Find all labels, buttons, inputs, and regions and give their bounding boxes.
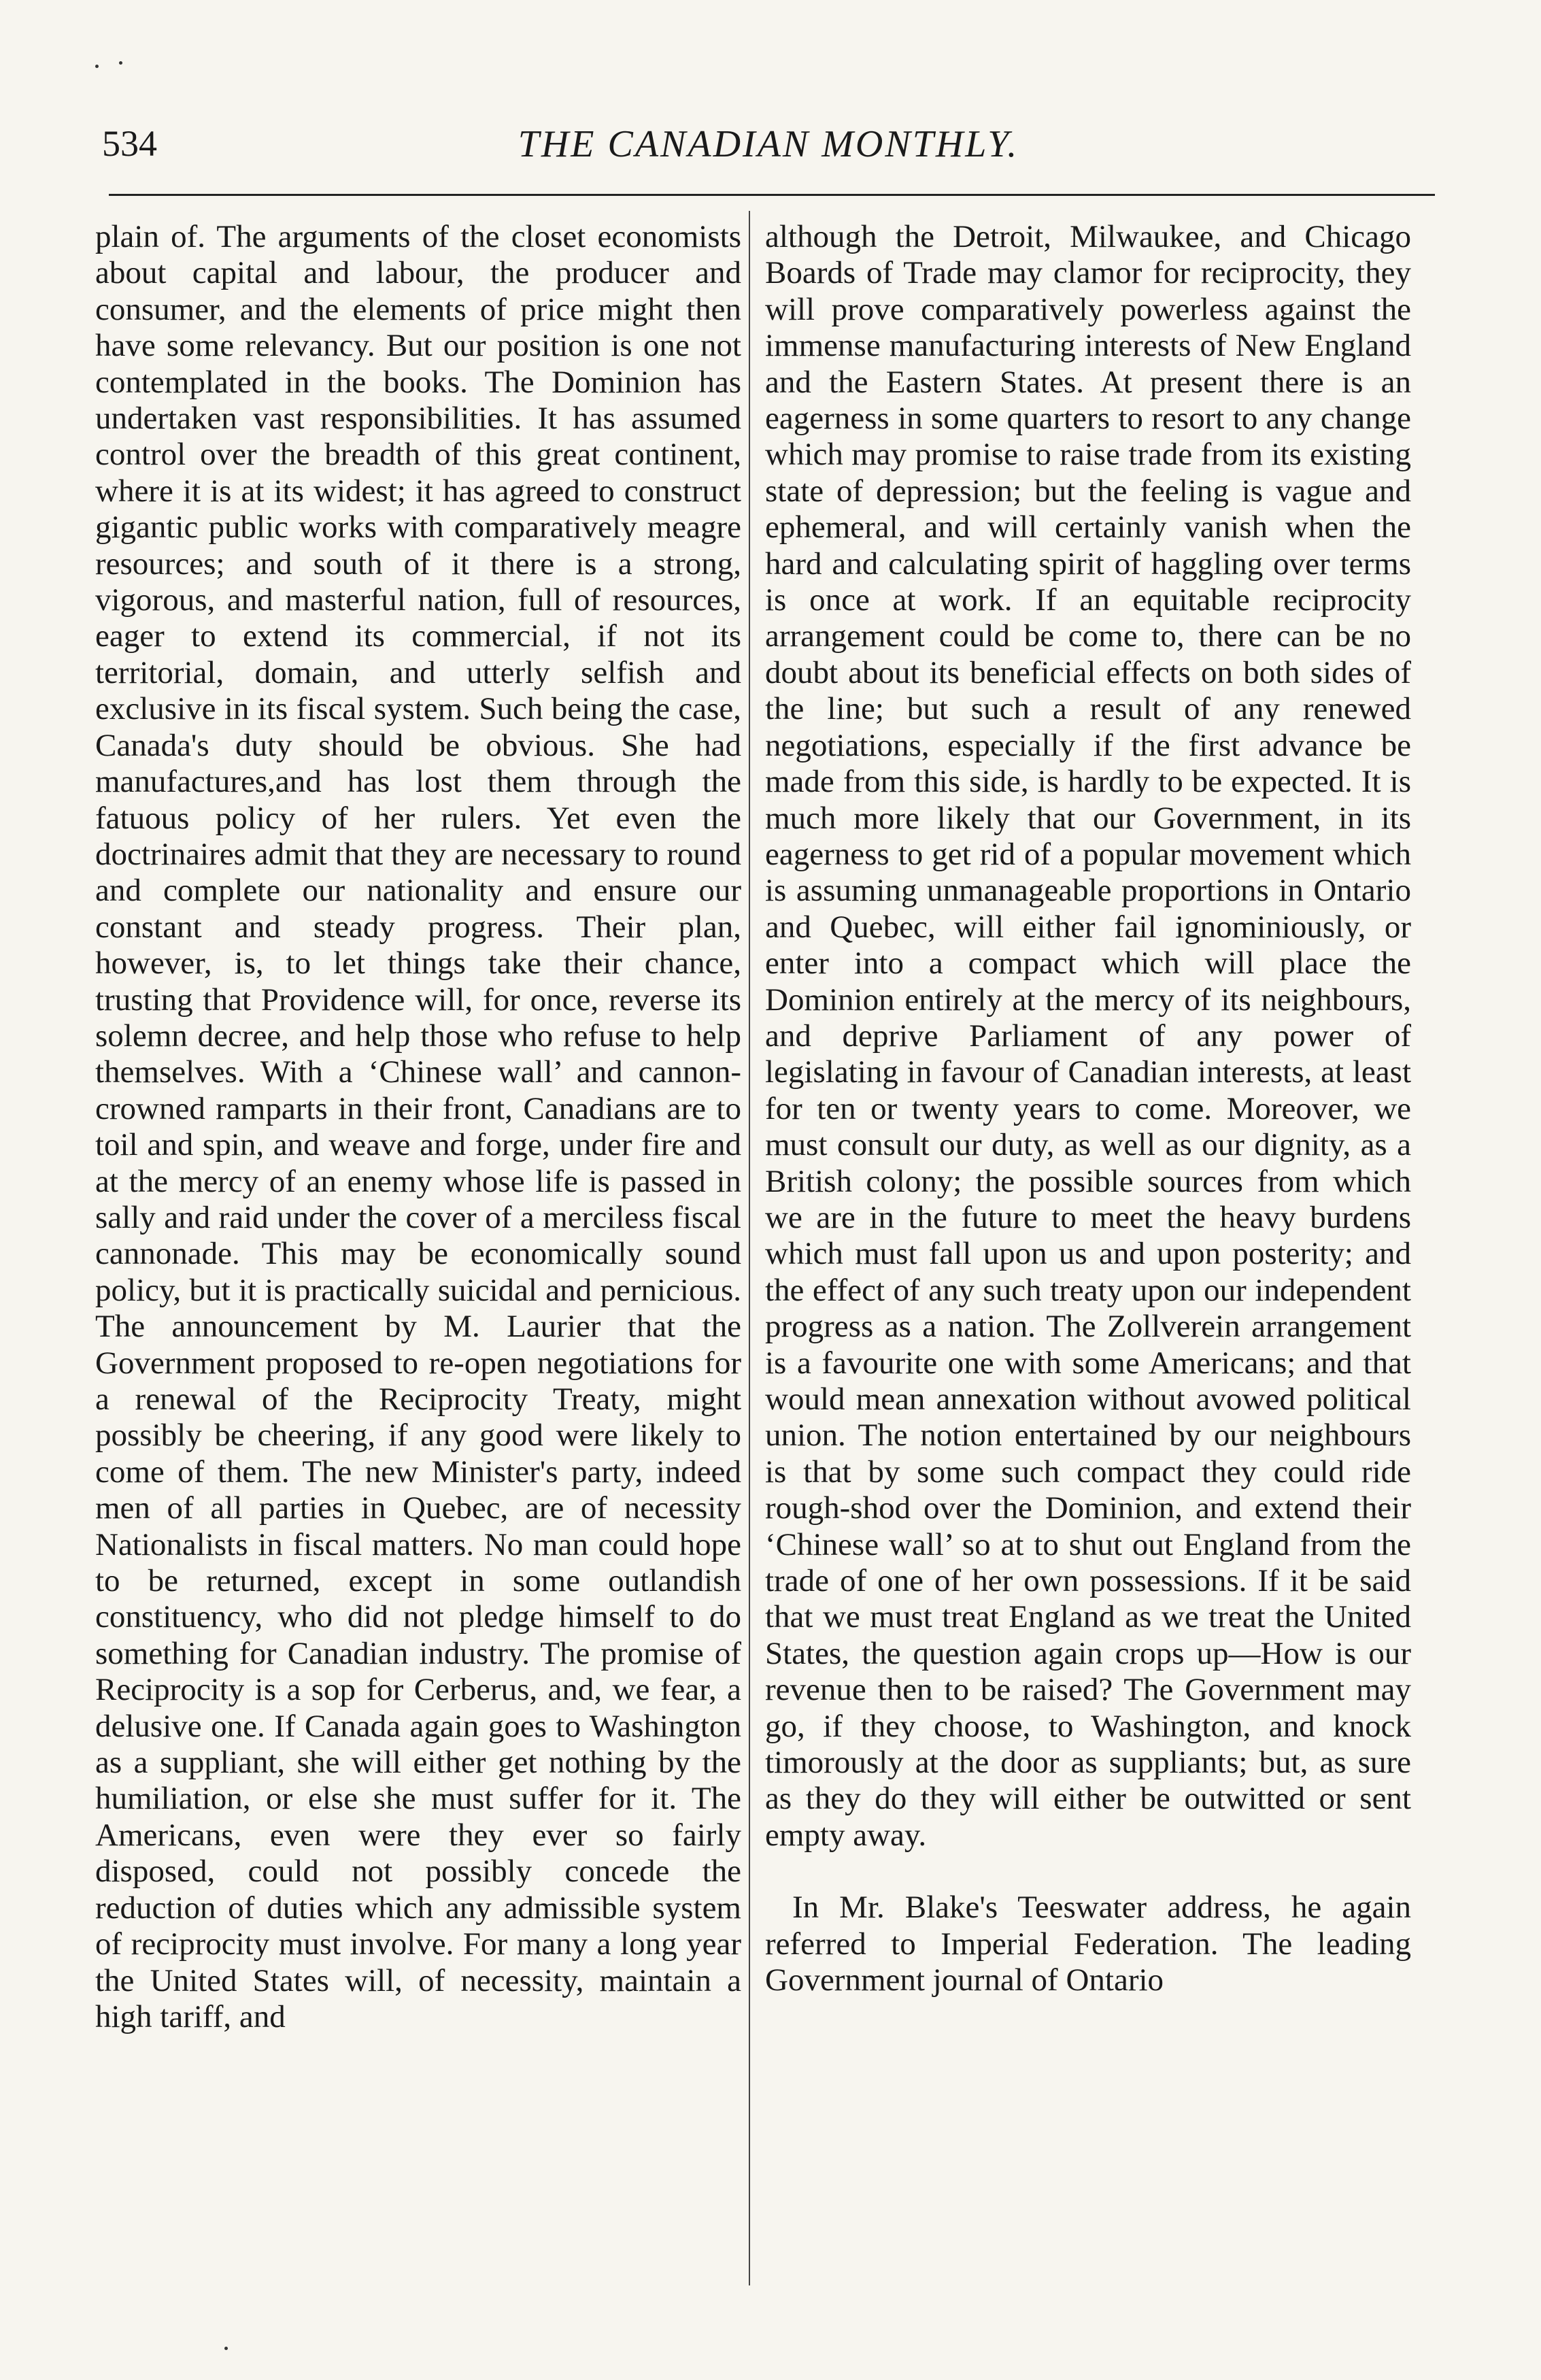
page-header (102, 116, 1435, 177)
page-number: 534 (102, 123, 157, 164)
print-speck (224, 2347, 228, 2350)
running-title: THE CANADIAN MONTHLY. (518, 123, 1019, 165)
header-rule (109, 194, 1435, 196)
column-divider (749, 211, 750, 2285)
left-paragraph-1: plain of. The arguments of the closet economists about capital and labour, the producer and consumer, and the elements of price might then have some relevancy. But our position is one not contemplated in the books. The Dominion has undertaken vast responsibilities. It has assumed control over the breadth of this great continent, where it is at its widest; it has agreed to construct gigantic public works with comparatively meagre resources; and south of it there is a strong, vigorous, and masterful nation, full of resources, eager to extend its commercial, if not its territorial, domain, and utterly selfish and exclusive in its fiscal system. Such being the case, Canada's duty should be obvious. She had manufactures,and has lost them through the fatuous policy of her rulers. Yet even the doctrinaires admit that they are necessary to round and complete our nationality and ensure our constant and steady progress. Their plan, however, is, to let things take their chance, trusting that Providence will, for once, reverse its solemn decree, and help those who refuse to help themselves. With a ‘Chinese wall’ and cannon-crowned ramparts in their front, Canadians are to toil and spin, and weave and forge, under fire and at the mercy of an enemy whose life is passed in sally and raid under the cover of a merciless fiscal cannonade. This may be economically sound policy, but it is practically suicidal and pernicious. The announcement by M. Laurier that the Government proposed to re-open negotiations for a renewal of the Reciprocity Treaty, might possibly be cheering, if any good were likely to come of them. The new Minister's party, indeed men of all parties in Quebec, are of necessity Nationalists in fiscal matters. No man could hope to be returned, except in some outlandish constituency, who did not pledge himself to do something for Canadian industry. The promise of Reciprocity is a sop for Cerberus, and, we fear, a delusive one. If Canada again goes to Washington as a suppliant, she will either get nothing by the humiliation, or else she must suffer for it. The Americans, even were they ever so fairly disposed, could not possibly concede the reduction of duties which any admissible system of reciprocity must involve. For many a long year the United States will, of necessity, maintain a high tariff, and (95, 219, 741, 2034)
left-column (95, 219, 741, 2035)
right-paragraph-1: although the Detroit, Milwaukee, and Chicago Boards of Trade may clamor for reciprocity, they will prove comparatively powerless against the immense manufacturing interests of New England and the Eastern States. At present there is an eagerness in some quarters to resort to any change which may promise to raise trade from its existing state of depression; but the feeling is vague and ephemeral, and will certainly vanish when the hard and calculating spirit of haggling over terms is once at work. If an equitable reciprocity arrangement could be come to, there can be no doubt about its beneficial effects on both sides of the line; but such a result of any renewed negotiations, especially if the first advance be made from this side, is hardly to be expected. It is much more likely that our Government, in its eagerness to get rid of a popular movement which is assuming unmanageable proportions in Ontario and Quebec, will either fail ignominiously, or enter into a compact which will place the Dominion entirely at the mercy of its neighbours, and deprive Parliament of any power of legislating in favour of Canadian interests, at least for ten or twenty years to come. Moreover, we must consult our duty, as well as our dignity, as a British colony; the possible sources from which we are in the future to meet the heavy burdens which must fall upon us and upon posterity; and the effect of any such treaty upon our independent progress as a nation. The Zollverein arrangement is a favourite one with some Americans; and that would mean annexation without avowed political union. The notion entertained by our neighbours is that by some such compact they could ride rough-shod over the Dominion, and extend their ‘Chinese wall’ so at to shut out England from the trade of one of her own possessions. If it be said that we must treat England as we treat the United States, the question again crops up—How is our revenue then to be raised? The Government may go, if they choose, to Washington, and knock timorously at the door as suppliants; but, as sure as they do they will either be outwitted or sent empty away. (765, 219, 1411, 1853)
right-paragraph-2: In Mr. Blake's Teeswater address, he again referred to Imperial Federation. The leading Government journal of Ontario (765, 1890, 1411, 1998)
print-speck (95, 65, 99, 68)
right-column (765, 219, 1411, 1999)
print-speck (119, 61, 122, 65)
